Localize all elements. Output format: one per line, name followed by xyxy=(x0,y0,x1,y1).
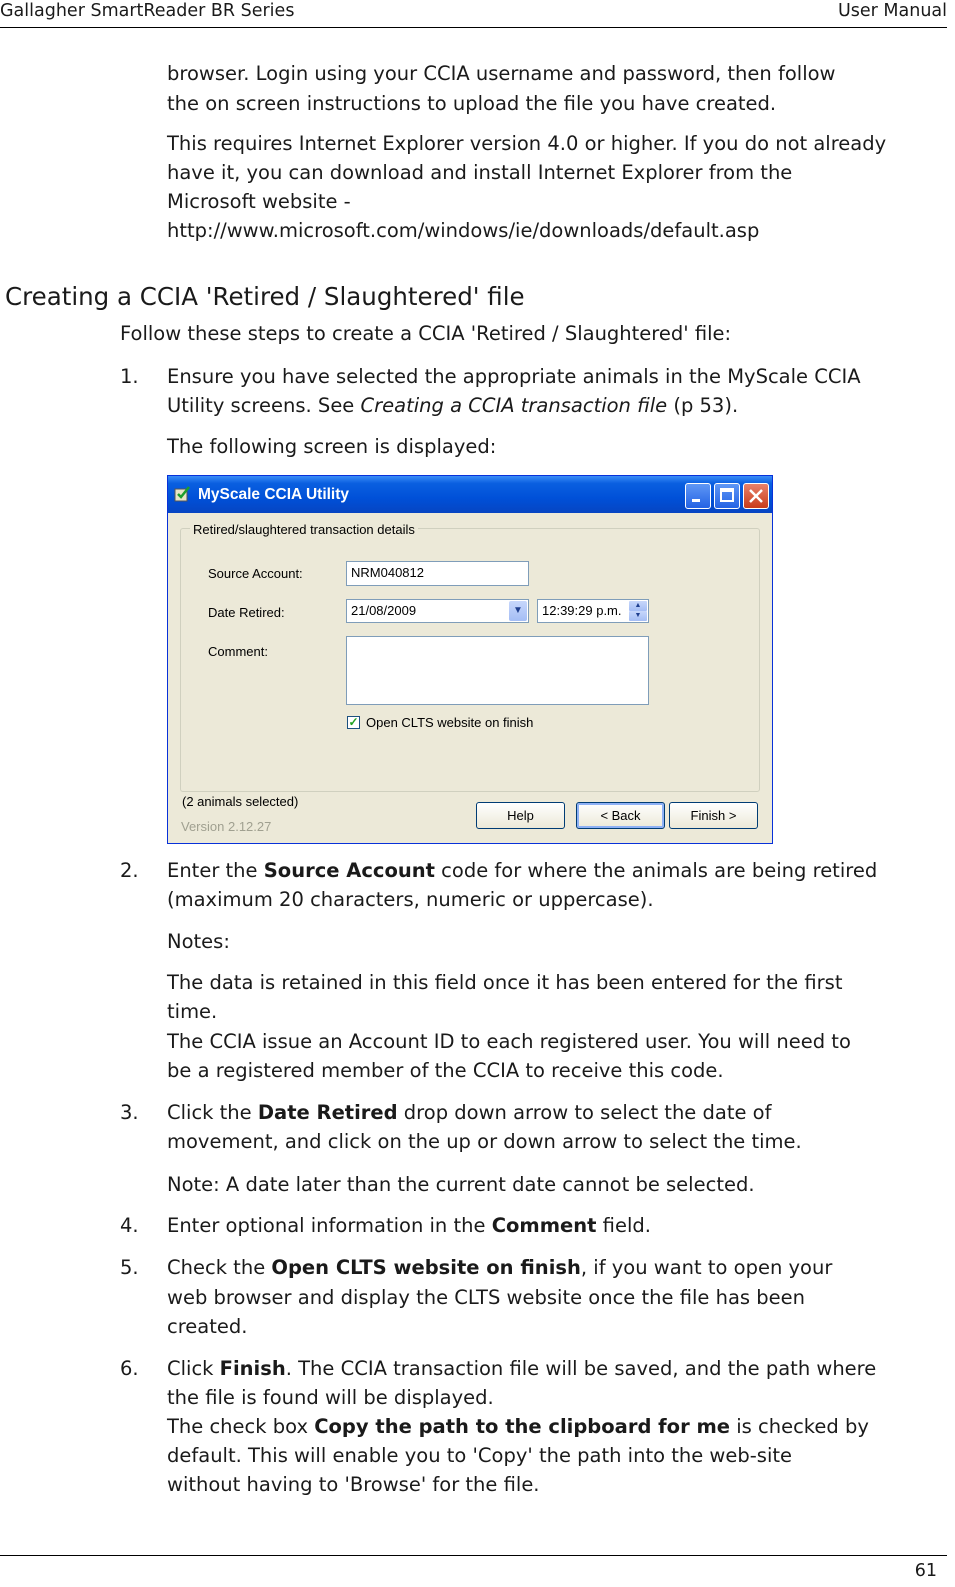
step-6-text: default. This will enable you to 'Copy' the path into the web-site xyxy=(167,1444,792,1467)
header-title: Gallagher SmartReader BR Series xyxy=(0,1,295,21)
page-footer xyxy=(0,1555,947,1581)
step-5-text: web browser and display the CLTS website once the file has been xyxy=(167,1286,805,1309)
page-number: 61 xyxy=(914,1561,937,1581)
help-button[interactable]: Help xyxy=(476,802,565,829)
step-4-post: field. xyxy=(596,1214,651,1237)
requirement-line: have it, you can download and install Internet Explorer from the xyxy=(167,161,793,184)
step-number: 1. xyxy=(120,365,139,388)
close-icon xyxy=(744,484,768,508)
step-3-text xyxy=(167,1098,771,1128)
step-6-term: Finish xyxy=(219,1357,286,1380)
step-number: 2. xyxy=(120,859,139,882)
open-clts-checkbox-label[interactable]: Open CLTS website on finish xyxy=(366,715,534,730)
step-1-text-pre: Utility screens. See xyxy=(167,394,361,417)
step-6-pre: Click xyxy=(167,1357,220,1380)
intro-line: browser. Login using your CCIA username and password, then follow xyxy=(167,62,836,85)
step-number: 6. xyxy=(120,1357,139,1380)
step-5-pre: Check the xyxy=(167,1256,272,1279)
requirement-line: Microsoft website - xyxy=(167,190,351,213)
source-account-label: Source Account: xyxy=(208,566,303,581)
header-doc-type: User Manual xyxy=(837,1,947,21)
dialog-title-bar xyxy=(168,476,772,513)
note-line: time. xyxy=(167,1000,218,1023)
step-6-text: without having to 'Browse' for the file. xyxy=(167,1473,540,1496)
checkmark-icon: ✓ xyxy=(348,715,359,729)
note-label: Note: xyxy=(167,1173,220,1196)
step-1-after: The following screen is displayed: xyxy=(167,435,497,458)
note-line: The CCIA issue an Account ID to each registered user. You will need to xyxy=(167,1030,851,1053)
step-2-text: (maximum 20 characters, numeric or uppercase). xyxy=(167,888,654,911)
comment-textarea[interactable] xyxy=(346,636,649,705)
intro-line: the on screen instructions to upload the file you have created. xyxy=(167,92,777,115)
step-3-term: Date Retired xyxy=(257,1101,398,1124)
chevron-down-icon[interactable]: ▼ xyxy=(509,601,527,621)
maximize-button[interactable] xyxy=(714,483,740,509)
requirement-line: This requires Internet Explorer version 4.0 or higher. If you do not already xyxy=(167,132,887,155)
step-6-text xyxy=(167,1412,869,1442)
finish-button[interactable]: Finish > xyxy=(669,802,758,829)
microsoft-url: http://www.microsoft.com/windows/ie/downloads/default.asp xyxy=(167,219,760,242)
note-line: The data is retained in this field once it has been entered for the first xyxy=(167,971,843,994)
notes-label: Notes: xyxy=(167,930,230,953)
group-label: Retired/slaughtered transaction details xyxy=(190,522,418,538)
step-4-text xyxy=(167,1211,651,1241)
step-1-text xyxy=(167,391,738,421)
step-6-line3-post: is checked by xyxy=(730,1415,869,1438)
step-5-text xyxy=(167,1253,832,1283)
step-5-term: Open CLTS website on finish xyxy=(271,1256,581,1279)
time-value: 12:39:29 p.m. xyxy=(542,603,622,618)
open-clts-checkbox[interactable] xyxy=(347,716,360,729)
step-number: 5. xyxy=(120,1256,139,1279)
step-2-pre: Enter the xyxy=(167,859,264,882)
time-spinner[interactable] xyxy=(537,599,649,623)
step-6-line3-pre: The check box xyxy=(167,1415,315,1438)
note-text: A date later than the current date cannot be selected. xyxy=(219,1173,755,1196)
step-4-term: Comment xyxy=(491,1214,597,1237)
selection-status: (2 animals selected) xyxy=(182,794,299,809)
back-button[interactable]: < Back xyxy=(576,802,665,829)
version-text: Version 2.12.27 xyxy=(181,819,272,834)
step-6-line3-term: Copy the path to the clipboard for me xyxy=(314,1415,731,1438)
date-value: 21/08/2009 xyxy=(351,603,417,618)
note-line: be a registered member of the CCIA to receive this code. xyxy=(167,1059,724,1082)
cross-reference-link[interactable]: Creating a CCIA transaction file xyxy=(360,394,668,417)
app-icon xyxy=(174,485,192,503)
spin-buttons[interactable] xyxy=(629,601,647,621)
myscale-dialog-screenshot xyxy=(167,475,773,844)
source-account-input[interactable]: NRM040812 xyxy=(346,561,529,586)
step-4-pre: Enter optional information in the xyxy=(167,1214,492,1237)
step-3-post: drop down arrow to select the date of xyxy=(397,1101,772,1124)
page-header xyxy=(0,0,947,28)
close-button[interactable] xyxy=(743,483,769,509)
step-6-post: . The CCIA transaction file will be saved, and the path where xyxy=(285,1357,877,1380)
page-reference: (p 53). xyxy=(667,394,739,417)
dialog-title: MyScale CCIA Utility xyxy=(198,486,350,503)
section-heading: Creating a CCIA 'Retired / Slaughtered' file xyxy=(5,282,525,311)
step-2-post: code for where the animals are being retired xyxy=(434,859,878,882)
maximize-icon xyxy=(715,484,739,508)
step-6-text xyxy=(167,1354,876,1384)
minimize-icon xyxy=(686,484,710,508)
step-number: 3. xyxy=(120,1101,139,1124)
comment-label: Comment: xyxy=(208,644,268,659)
step-number: 4. xyxy=(120,1214,139,1237)
minimize-button[interactable] xyxy=(685,483,711,509)
step-2-term: Source Account xyxy=(263,859,435,882)
date-retired-dropdown[interactable] xyxy=(346,599,529,623)
step-3-note xyxy=(167,1170,755,1200)
step-3-text: movement, and click on the up or down arrow to select the time. xyxy=(167,1130,802,1153)
spin-down-icon[interactable]: ▼ xyxy=(629,611,647,621)
step-5-text: created. xyxy=(167,1315,248,1338)
section-lead: Follow these steps to create a CCIA 'Retired / Slaughtered' file: xyxy=(120,322,732,345)
date-retired-label: Date Retired: xyxy=(208,605,285,620)
step-1-text: Ensure you have selected the appropriate animals in the MyScale CCIA xyxy=(167,365,861,388)
step-2-text xyxy=(167,856,877,886)
step-3-pre: Click the xyxy=(167,1101,258,1124)
step-5-post: , if you want to open your xyxy=(580,1256,833,1279)
spin-up-icon[interactable]: ▲ xyxy=(629,601,647,611)
step-6-text: the file is found will be displayed. xyxy=(167,1386,494,1409)
